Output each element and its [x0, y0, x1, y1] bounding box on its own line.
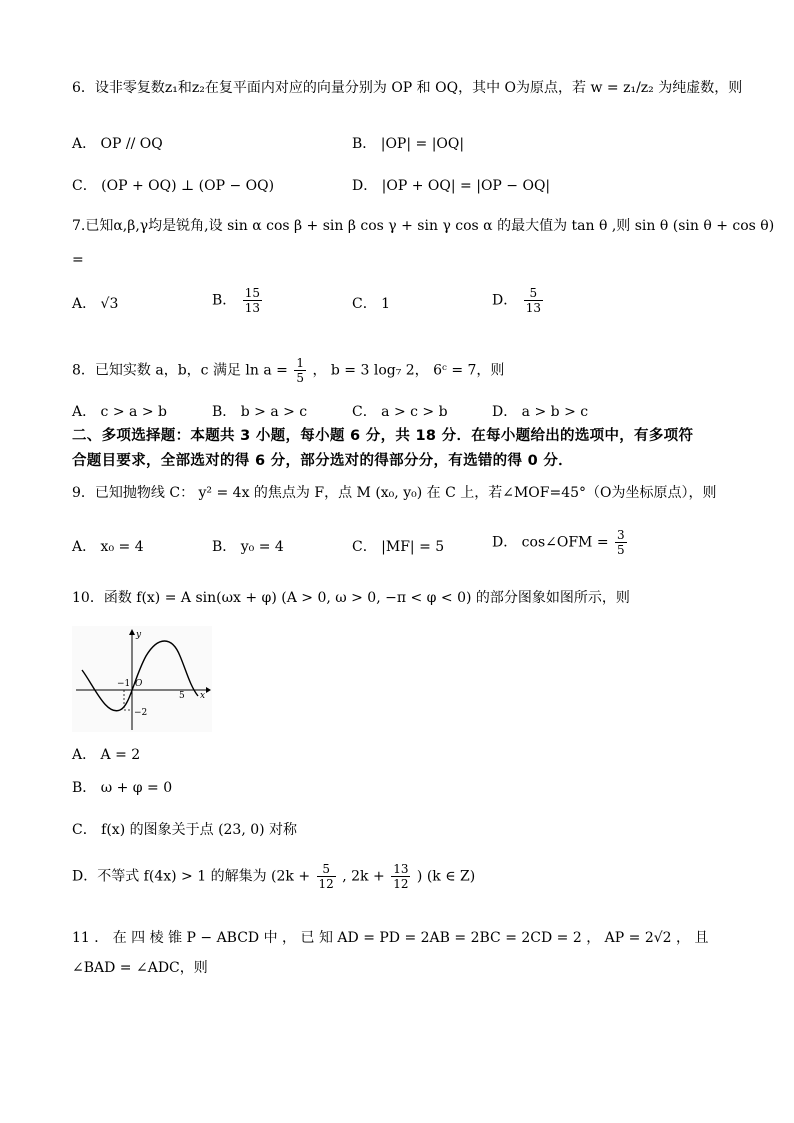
q6-option-b: B． |OP| = |OQ|	[352, 136, 465, 152]
q8-option-c: C． a > c > b	[352, 404, 448, 420]
q9-d-denominator: 5	[617, 543, 625, 557]
q7-stem-equals: =	[72, 252, 84, 268]
q9-option-a: A． x₀ = 4	[72, 539, 144, 555]
q10-option-b: B． ω + φ = 0	[72, 780, 173, 796]
q9-d-numerator: 3	[617, 528, 625, 542]
q10-d-pre: D．不等式 f(4x) > 1 的解集为 (2k +	[72, 868, 311, 885]
q11-stem-line1: 11 ． 在 四 棱 锥 P − ABCD 中 ， 已 知 AD = PD = 2AB = 2BC = 2CD = 2 ， AP = 2√2 ， 且	[72, 930, 709, 946]
q10-option-c: C． f(x) 的图象关于点 (23, 0) 对称	[72, 822, 298, 838]
q8-fraction	[294, 356, 306, 385]
q11-stem-line2: ∠BAD = ∠ADC，则	[72, 960, 208, 976]
q9-option-d-fraction	[615, 528, 627, 557]
graph-label-neg2: −2	[134, 708, 148, 718]
q9-option-b: B． y₀ = 4	[212, 539, 284, 555]
q10-stem: 10．函数 f(x) = A sin(ωx + φ) (A > 0, ω > 0, −π < φ < 0) 的部分图象如图所示，则	[72, 590, 630, 606]
q10-graph	[72, 626, 212, 732]
q8-denominator: 5	[296, 371, 304, 385]
q9-stem: 9．已知抛物线 C： y² = 4x 的焦点为 F，点 M (x₀, y₀) 在 C 上，若∠MOF=45°（O为坐标原点），则	[72, 485, 717, 501]
section2-heading-line1: 二、多项选择题：本题共 3 小题，每小题 6 分，共 18 分．在每小题给出的选项中，有多项符	[72, 428, 694, 444]
q8-stem-post: ， b = 3 log₇ 2， 6ᶜ = 7，则	[312, 362, 505, 379]
q10-d-mid: , 2k +	[342, 868, 385, 885]
q10-d-f1-numerator: 5	[317, 862, 336, 877]
q8-option-d: D． a > b > c	[492, 404, 589, 420]
q7-option-b	[212, 286, 264, 315]
section2-heading-line2: 合题目要求，全部选对的得 6 分，部分选对的得部分分，有选错的得 0 分．	[72, 453, 573, 469]
q8-stem-pre: 8．已知实数 a，b，c 满足 ln a =	[72, 362, 288, 379]
q6-option-c: C． (OP + OQ) ⊥ (OP − OQ)	[72, 178, 275, 194]
q7-d-denominator: 13	[525, 301, 541, 315]
q8-option-b: B． b > a > c	[212, 404, 308, 420]
q10-d-f2-denominator: 12	[393, 877, 409, 891]
q10-option-d	[72, 862, 475, 891]
q10-d-post: ) (k ∈ Z)	[416, 868, 476, 885]
q7-option-d-fraction	[524, 286, 543, 315]
q7-option-d-label: D．	[492, 292, 518, 309]
q6-stem: 6．设非零复数z₁和z₂在复平面内对应的向量分别为 OP 和 OQ，其中 O为原点，若 w = z₁/z₂ 为纯虚数，则	[72, 80, 743, 96]
q7-option-b-fraction	[243, 286, 262, 315]
graph-label-neg1: −1	[117, 679, 131, 689]
q10-d-fraction-1	[317, 862, 336, 891]
q10-d-f1-denominator: 12	[318, 877, 334, 891]
q8-option-a: A． c > a > b	[72, 404, 167, 420]
q10-d-fraction-2	[391, 862, 410, 891]
q7-option-b-label: B．	[212, 292, 237, 309]
graph-label-x: x	[200, 691, 206, 701]
q7-stem: 7.已知α,β,γ均是锐角,设 sin α cos β + sin β cos γ + sin γ cos α 的最大值为 tan θ ,则 sin θ (sin θ + cos θ)	[72, 218, 775, 234]
q9-option-d-pre: D． cos∠OFM =	[492, 534, 609, 551]
q7-option-a: A． √3	[72, 296, 119, 312]
graph-label-y: y	[136, 630, 142, 640]
q6-option-a: A． OP // OQ	[72, 136, 163, 152]
q6-option-d: D． |OP + OQ| = |OP − OQ|	[352, 178, 551, 194]
q7-option-c: C． 1	[352, 296, 391, 312]
q7-d-numerator: 5	[524, 286, 543, 301]
q8-numerator: 1	[296, 356, 304, 370]
graph-label-o: O	[135, 679, 143, 689]
q7-b-denominator: 13	[244, 301, 261, 315]
q7-b-numerator: 15	[244, 286, 261, 300]
q9-option-d	[492, 528, 629, 557]
graph-label-five: 5	[179, 691, 185, 701]
q7-option-d	[492, 286, 545, 315]
q9-option-c: C． |MF| = 5	[352, 539, 445, 555]
q10-d-f2-numerator: 13	[393, 862, 409, 876]
q10-option-a: A． A = 2	[72, 747, 141, 763]
q8-stem	[72, 356, 504, 385]
